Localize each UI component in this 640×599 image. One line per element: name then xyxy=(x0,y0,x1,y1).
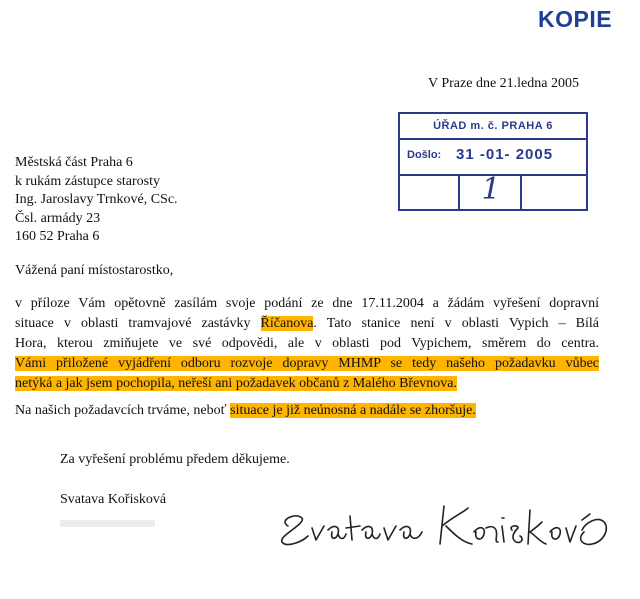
stamp-received-date: 31 -01- 2005 xyxy=(456,146,554,163)
text-span: . Tato stanice není v oblasti Vypich – Bílá xyxy=(313,316,600,331)
handwritten-signature xyxy=(268,486,620,560)
highlight-text: situace je již neúnosná a nadále se zhoršuje. xyxy=(230,403,476,418)
address-line: Čsl. armády 23 xyxy=(15,210,101,226)
letter-date: V Praze dne 21.ledna 2005 xyxy=(428,76,579,91)
address-line: k rukám zástupce starosty xyxy=(15,173,161,189)
copy-stamp-label: KOPIE xyxy=(538,6,613,32)
body-paragraph-1 xyxy=(15,294,599,394)
stamp-office: ÚŘAD m. č. PRAHA 6 xyxy=(400,114,586,140)
highlight-stop-name: Říčanova xyxy=(260,316,314,331)
text-span: Na našich požadavcích trváme, neboť xyxy=(15,403,231,418)
body-paragraph-2 xyxy=(15,401,476,421)
registry-stamp xyxy=(398,112,588,211)
stamp-count: 1 xyxy=(481,172,501,207)
recipient-address xyxy=(15,154,178,247)
redacted-address-smudge xyxy=(60,516,160,532)
address-line: Městská část Praha 6 xyxy=(15,155,133,170)
paragraph-line: v příloze Vám opětovně zasílám svoje podání ze dne 17.11.2004 a žádám vyřešení dopravní xyxy=(15,296,599,311)
paragraph-line xyxy=(15,354,599,374)
paragraph-line xyxy=(15,374,599,394)
address-line: 160 52 Praha 6 xyxy=(15,229,100,244)
text-span: situace v oblasti tramvajové zastávky xyxy=(15,316,261,331)
paragraph-line xyxy=(15,314,599,334)
paragraph-line: Hora, kterou zmiňujete ve své odpovědi, ale v oblasti pod Vypichem, směrem do centra. xyxy=(15,336,599,351)
stamp-cell-divider xyxy=(520,174,522,209)
stamp-received-label: Došlo: xyxy=(407,149,442,161)
sender-name: Svatava Kořisková xyxy=(60,492,167,507)
stamp-cell-divider xyxy=(458,174,460,209)
closing-line: Za vyřešení problému předem děkujeme. xyxy=(60,452,290,467)
address-line: Ing. Jaroslavy Trnkové, CSc. xyxy=(15,192,178,207)
highlight-text: netýká a jak jsem pochopila, neřeší ani požadavek občanů z Malého Břevnova. xyxy=(15,376,458,391)
salutation: Vážená paní místostarostko, xyxy=(15,263,174,278)
highlight-text: Vámi přiložené vyjádření odboru rozvoje dopravy MHMP se tedy našeho požadavku vůbec xyxy=(15,356,599,371)
stamp-received-row xyxy=(400,138,586,176)
